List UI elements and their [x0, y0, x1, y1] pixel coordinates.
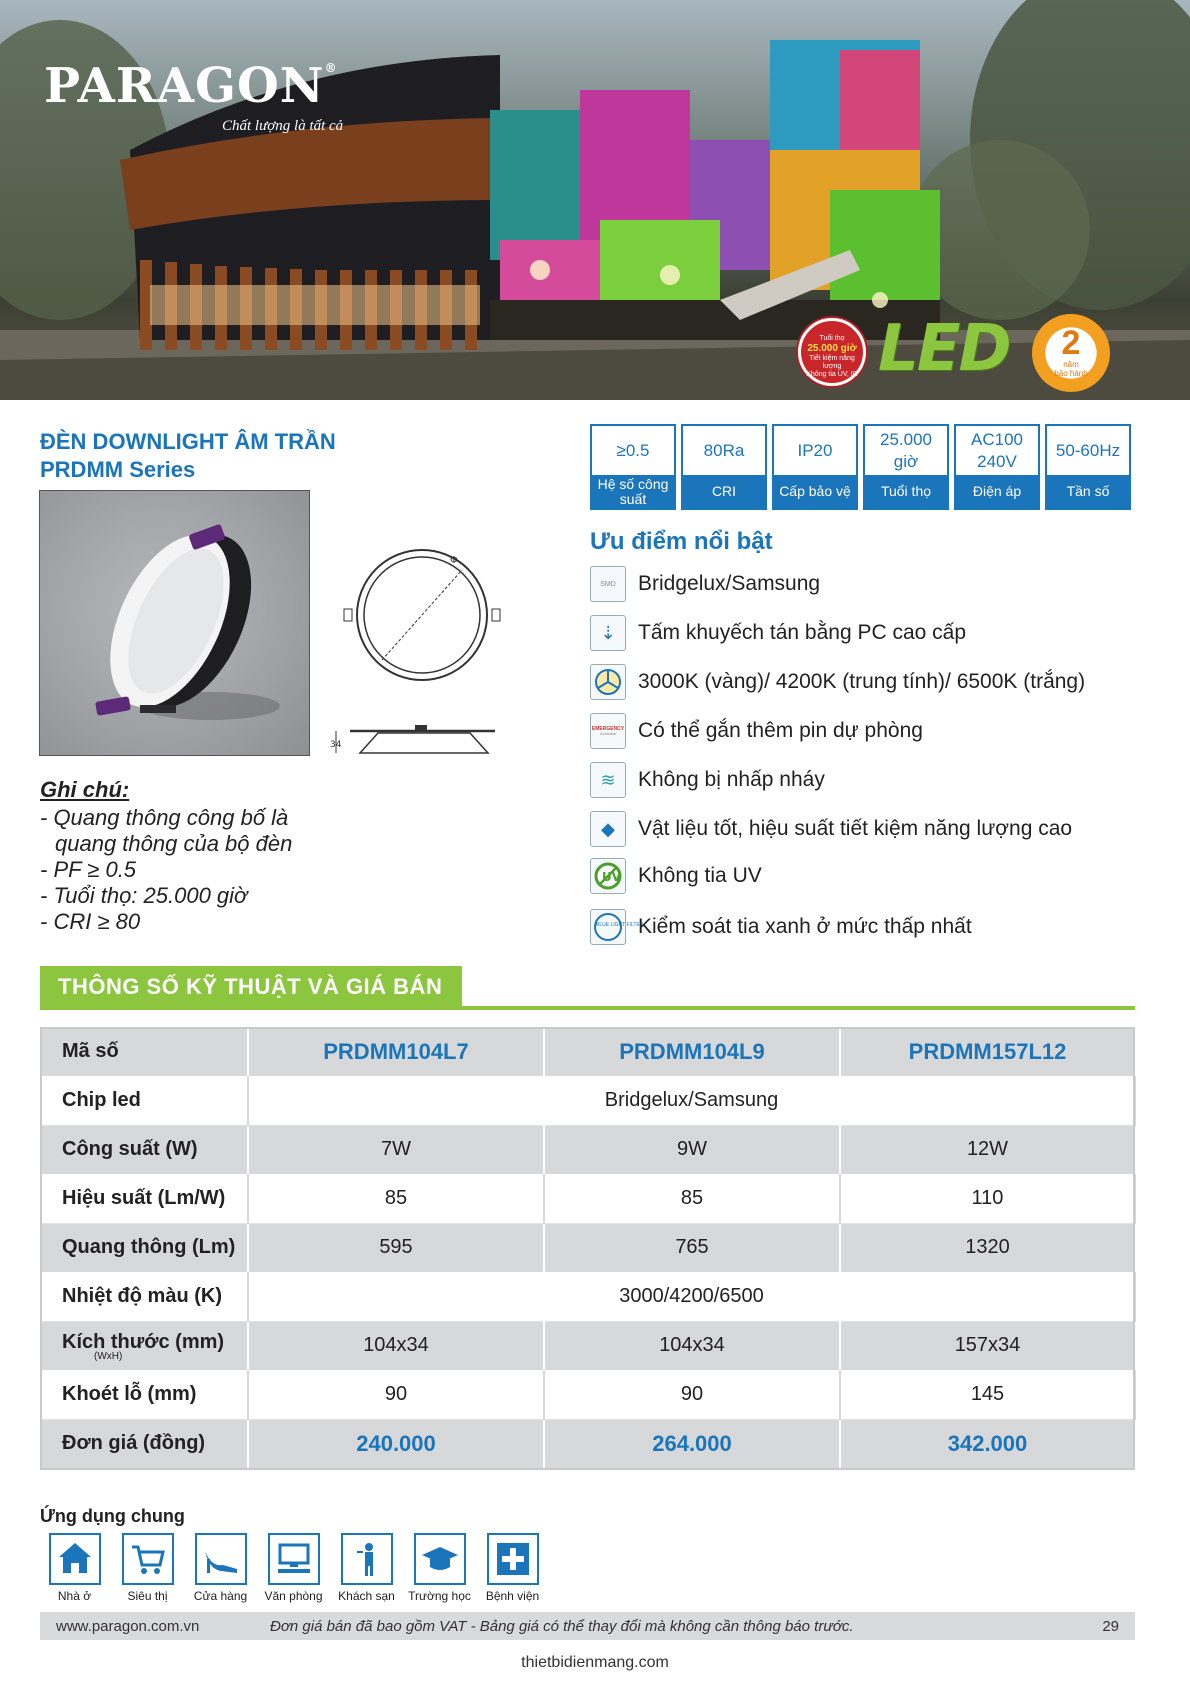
section-header — [40, 966, 1135, 1010]
note-line: - CRI ≥ 80 — [40, 909, 141, 934]
lifetime-badge — [798, 318, 866, 386]
section-title: THÔNG SỐ KỸ THUẬT VÀ GIÁ BÁN — [40, 966, 462, 1006]
website-link[interactable]: www.paragon.com.vn — [56, 1617, 200, 1635]
application-label: Văn phòng — [264, 1589, 323, 1603]
table-row — [40, 1370, 1135, 1419]
advantage-item — [590, 909, 972, 945]
svg-text:UV: UV — [602, 870, 622, 884]
no-flicker-icon: ≋ — [590, 762, 626, 798]
product-series: PRDMM Series — [40, 457, 196, 482]
warranty-badge — [1032, 314, 1110, 392]
cell-value: 12W — [840, 1125, 1135, 1174]
spec-value: 25.000 giờ — [880, 429, 932, 471]
lifetime-badge-line3: Không tia UV, IR — [806, 370, 858, 378]
spec-power-factor — [590, 424, 676, 510]
row-label: Khoét lỗ (mm) — [40, 1370, 248, 1419]
price-row — [40, 1419, 1135, 1468]
row-merged-value: 3000/4200/6500 — [248, 1272, 1135, 1321]
spec-label: Tuổi thọ — [865, 475, 947, 508]
row-label: Hiệu suất (Lm/W) — [40, 1174, 248, 1223]
spec-label: Hệ số công suất — [592, 475, 674, 508]
cell-value: 157x34 — [840, 1321, 1135, 1370]
advantage-item — [590, 762, 825, 798]
lifetime-badge-top: Tuổi thọ — [819, 335, 845, 342]
price-value: 342.000 — [840, 1419, 1135, 1468]
spec-value: AC100 240V — [971, 429, 1023, 471]
cell-value: 90 — [544, 1370, 840, 1419]
diameter-label: Φ — [450, 555, 458, 566]
application-item — [257, 1533, 330, 1603]
row-sublabel: (WxH) — [94, 1351, 123, 1363]
lifetime-badge-value: 25.000 giờ — [807, 343, 857, 355]
source-credit: thietbidienmang.com — [521, 1654, 669, 1671]
registered-mark: ® — [324, 61, 338, 75]
application-item — [184, 1533, 257, 1603]
advantage-item — [590, 615, 966, 651]
vat-note: Đơn giá bán đã bao gồm VAT - Bảng giá có thể thay đổi mà không cần thông báo trước. — [270, 1617, 854, 1635]
row-label: Công suất (W) — [40, 1125, 248, 1174]
technical-drawing — [330, 545, 520, 760]
cell-value: 1320 — [840, 1223, 1135, 1272]
advantage-item — [590, 713, 923, 749]
spec-cri — [681, 424, 767, 510]
diamond-icon: ◆ — [590, 811, 626, 847]
advantage-item — [590, 664, 1085, 700]
advantage-text: Vật liệu tốt, hiệu suất tiết kiệm năng lượng cao — [638, 817, 1073, 840]
price-value: 240.000 — [248, 1419, 544, 1468]
lifetime-badge-line2: Tiết kiệm năng lượng — [809, 354, 855, 370]
spec-value: IP20 — [797, 440, 833, 460]
row-label: Nhiệt độ màu (K) — [40, 1272, 248, 1321]
smd-chip-icon — [590, 566, 626, 602]
spec-label: Cấp bảo vệ — [774, 475, 856, 508]
table-row — [40, 1321, 1135, 1370]
advantage-text: Có thể gắn thêm pin dự phòng — [638, 719, 923, 742]
advantage-text: Không tia UV — [638, 864, 762, 887]
table-row — [40, 1125, 1135, 1174]
cell-value: 104x34 — [248, 1321, 544, 1370]
warranty-number: 2 — [1061, 324, 1081, 362]
application-label: Trường học — [408, 1589, 471, 1603]
row-merged-value: Bridgelux/Samsung — [248, 1076, 1135, 1125]
row-label: Kích thước (mm) — [62, 1331, 225, 1354]
cell-value: 145 — [840, 1370, 1135, 1419]
house-icon — [49, 1533, 101, 1585]
cell-value: 595 — [248, 1223, 544, 1272]
hospital-cross-icon — [487, 1533, 539, 1585]
note-line: quang thông của bộ đèn — [55, 831, 293, 856]
note-line: - PF ≥ 0.5 — [40, 857, 137, 882]
row-label-cell — [40, 1321, 248, 1370]
spec-label: Tần số — [1047, 475, 1129, 508]
advantage-item — [590, 811, 1072, 847]
advantage-text: 3000K (vàng)/ 4200K (trung tính)/ 6500K (trắng) — [638, 670, 1086, 693]
cell-value: 765 — [544, 1223, 840, 1272]
downlight-image — [40, 491, 310, 756]
paragon-logo — [44, 58, 344, 135]
emergency-battery-icon — [590, 713, 626, 749]
blue-light-caption: BLUE LIGHT FILTER — [594, 913, 622, 941]
high-heel-icon — [195, 1533, 247, 1585]
product-title-line1: ĐÈN DOWNLIGHT ÂM TRẦN — [40, 429, 336, 454]
blue-light-filter-icon — [590, 909, 644, 945]
spec-price-table — [40, 1027, 1136, 1468]
application-label: Bệnh viện — [485, 1589, 540, 1603]
model-code: PRDMM104L7 — [248, 1027, 544, 1076]
application-label: Siêu thị — [127, 1589, 168, 1603]
spec-label: CRI — [683, 475, 765, 508]
application-item — [476, 1533, 549, 1603]
row-label: Đơn giá (đồng) — [40, 1419, 248, 1468]
notes — [40, 777, 292, 935]
footer-bar — [40, 1612, 1135, 1640]
application-label: Nhà ở — [57, 1589, 92, 1603]
advantage-text: Không bị nhấp nháy — [638, 768, 825, 791]
cell-value: 85 — [248, 1174, 544, 1223]
shopping-cart-icon — [122, 1533, 174, 1585]
advantage-item — [590, 858, 762, 894]
spec-frequency — [1045, 424, 1131, 510]
cell-value: 85 — [544, 1174, 840, 1223]
cell-value: 110 — [840, 1174, 1135, 1223]
advantage-text: Bridgelux/Samsung — [638, 572, 821, 595]
note-line: - Tuổi thọ: 25.000 giờ — [40, 883, 248, 908]
hotel-staff-icon — [341, 1533, 393, 1585]
no-uv-icon — [590, 858, 626, 894]
led-logo: LED — [878, 312, 1010, 386]
table-row — [40, 1223, 1135, 1272]
table-row — [40, 1272, 1135, 1321]
advantage-text: Tấm khuyếch tán bằng PC cao cấp — [638, 621, 967, 644]
table-row — [40, 1174, 1135, 1223]
product-photo — [39, 490, 310, 756]
table-header-label: Mã số — [40, 1027, 248, 1076]
cell-value: 90 — [248, 1370, 544, 1419]
spec-voltage — [954, 424, 1040, 510]
application-label: Cửa hàng — [193, 1589, 248, 1603]
advantage-text: Kiểm soát tia xanh ở mức thấp nhất — [638, 915, 972, 938]
application-item — [403, 1533, 476, 1603]
spec-ip-rating — [772, 424, 858, 510]
table-header-row — [40, 1027, 1135, 1076]
graduation-cap-icon — [414, 1533, 466, 1585]
spec-label: Điện áp — [956, 475, 1038, 508]
notes-heading: Ghi chú: — [40, 777, 130, 802]
office-computer-icon — [268, 1533, 320, 1585]
spec-lifetime — [863, 424, 949, 510]
model-code: PRDMM104L9 — [544, 1027, 840, 1076]
cell-value: 7W — [248, 1125, 544, 1174]
warranty-text: bảo hành — [1054, 369, 1088, 378]
application-item — [111, 1533, 184, 1603]
spec-value: ≥0.5 — [616, 440, 650, 460]
application-item — [38, 1533, 111, 1603]
table-row — [40, 1076, 1135, 1125]
spec-value: 50-60Hz — [1055, 440, 1121, 460]
warranty-unit: năm — [1063, 360, 1079, 369]
emergency-sub-caption: Available — [599, 730, 617, 736]
cell-value: 9W — [544, 1125, 840, 1174]
spec-boxes — [590, 424, 1131, 510]
row-label: Chip led — [40, 1076, 248, 1125]
smd-caption: SMD — [600, 580, 616, 588]
applications-list — [38, 1533, 549, 1603]
product-title — [40, 428, 336, 484]
application-label: Khách sạn — [338, 1589, 395, 1603]
diffuser-icon: ⇣ — [590, 615, 626, 651]
cell-value: 104x34 — [544, 1321, 840, 1370]
applications-title: Ứng dụng chung — [40, 1506, 185, 1526]
height-label: 34 — [330, 740, 342, 750]
color-temperature-icon — [590, 664, 626, 700]
brand-name: PARAGON — [44, 58, 325, 114]
brand-slogan: Chất lượng là tất cả — [222, 118, 344, 134]
row-label: Quang thông (Lm) — [40, 1223, 248, 1272]
price-value: 264.000 — [544, 1419, 840, 1468]
application-item — [330, 1533, 403, 1603]
emergency-caption: EMERGENCY — [591, 725, 625, 732]
advantage-item — [590, 566, 820, 602]
advantages-title: Ưu điểm nổi bật — [590, 528, 773, 555]
page-number: 29 — [1102, 1617, 1119, 1635]
note-line: - Quang thông công bố là — [40, 805, 289, 830]
spec-value: 80Ra — [703, 440, 745, 460]
hero-banner — [0, 0, 1190, 400]
model-code: PRDMM157L12 — [840, 1027, 1135, 1076]
